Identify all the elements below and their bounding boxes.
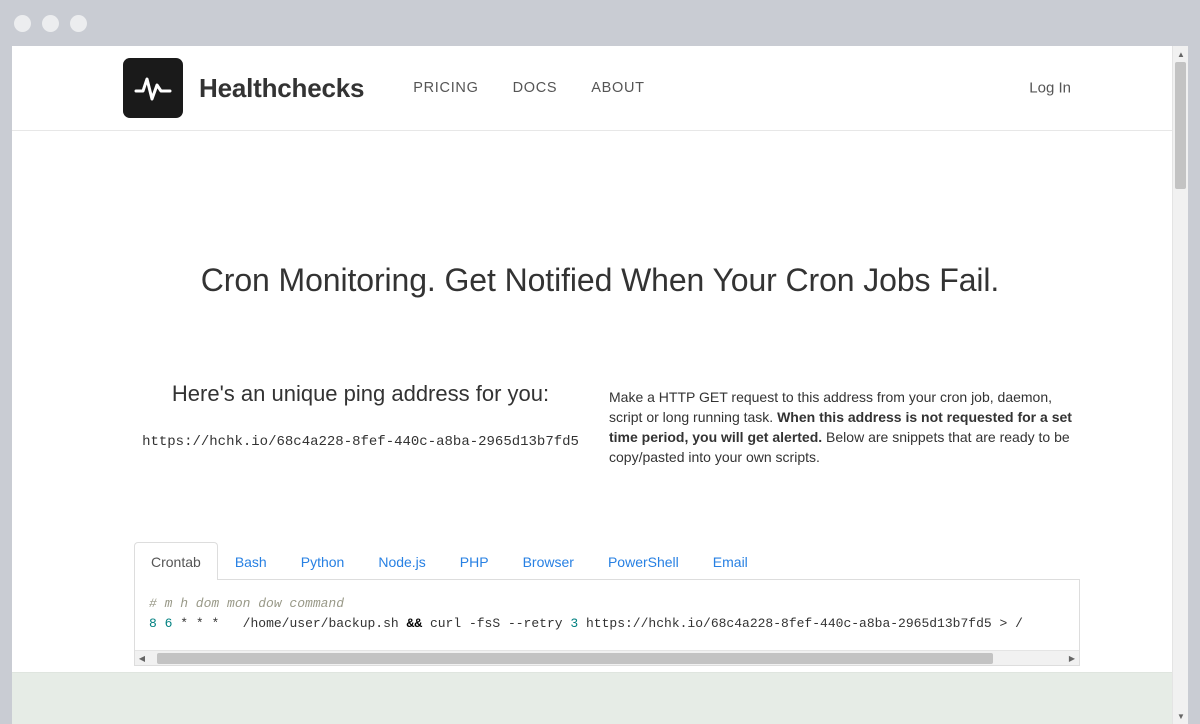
ping-description xyxy=(609,381,1080,467)
tab-python[interactable]: Python xyxy=(300,554,345,570)
ping-description-pre: Make a HTTP GET request to this address from your cron job, daemon, script or long running task. xyxy=(609,389,1053,425)
heartbeat-logo-icon xyxy=(123,58,183,118)
code-panel xyxy=(134,580,1080,666)
brand[interactable] xyxy=(123,58,364,118)
site-header xyxy=(12,46,1188,131)
code-command-line[interactable] xyxy=(135,614,1079,634)
tab-bash[interactable]: Bash xyxy=(234,554,267,570)
page-content xyxy=(12,131,1188,666)
main-nav xyxy=(396,70,661,106)
login-link[interactable]: Log In xyxy=(1029,79,1071,97)
scroll-up-arrow-icon[interactable]: ▲ xyxy=(1177,49,1185,59)
code-retry-count: 3 xyxy=(570,616,579,631)
code-command-b: curl -fsS --retry xyxy=(429,616,563,631)
code-comment-line: # m h dom mon dow command xyxy=(149,596,345,611)
tab-powershell[interactable]: PowerShell xyxy=(607,554,679,570)
code-operator: && xyxy=(406,616,423,631)
scroll-down-arrow-icon[interactable]: ▼ xyxy=(1177,711,1185,721)
nav-about[interactable]: ABOUT xyxy=(591,80,645,96)
ping-description-bold: When this address is not requested for a set time period, you will get alerted. xyxy=(609,409,1072,445)
tab-php[interactable]: PHP xyxy=(459,554,489,570)
nav-pricing[interactable]: PRICING xyxy=(413,80,479,96)
ping-heading: Here's an unique ping address for you: xyxy=(171,381,550,406)
footer-band xyxy=(12,672,1188,724)
tab-nodejs[interactable]: Node.js xyxy=(378,554,426,570)
code-command-c: https://hchk.io/68c4a228-8fef-440c-a8ba-2965d13b7fd5 > / xyxy=(586,616,1023,631)
tab-email[interactable]: Email xyxy=(712,554,748,570)
window-titlebar xyxy=(0,0,1200,46)
code-scroll-thumb[interactable] xyxy=(157,653,993,664)
tab-crontab[interactable]: Crontab xyxy=(134,542,218,580)
window-minimize-button[interactable] xyxy=(42,15,59,32)
page-scroll-thumb[interactable] xyxy=(1175,62,1186,189)
page-title: Cron Monitoring. Get Notified When Your Cron Jobs Fail. xyxy=(200,262,1000,298)
ping-url[interactable]: https://hchk.io/68c4a228-8fef-440c-a8ba-2965d13b7fd5 xyxy=(142,434,579,450)
snippet-tabs xyxy=(134,542,1080,580)
code-horizontal-scrollbar[interactable] xyxy=(135,650,1079,665)
code-hour: 6 xyxy=(164,616,173,631)
tab-browser[interactable]: Browser xyxy=(522,554,574,570)
nav-docs[interactable]: DOCS xyxy=(512,80,558,96)
ping-description-post: Below are snippets that are ready to be copy/pasted into your own scripts. xyxy=(609,429,1070,465)
code-fields: * * * xyxy=(180,616,220,631)
brand-name: Healthchecks xyxy=(199,72,365,103)
page-viewport xyxy=(12,46,1188,724)
scroll-right-arrow-icon[interactable]: ▶ xyxy=(1065,651,1079,666)
window-zoom-button[interactable] xyxy=(70,15,87,32)
scroll-left-arrow-icon[interactable]: ◀ xyxy=(135,651,149,666)
page-vertical-scrollbar[interactable] xyxy=(1172,46,1188,724)
code-minute: 8 xyxy=(149,616,157,631)
window-close-button[interactable] xyxy=(14,15,31,32)
code-command-a: /home/user/backup.sh xyxy=(242,616,399,631)
ping-address-column xyxy=(122,381,609,467)
snippets-section xyxy=(134,542,1080,666)
ping-section xyxy=(12,381,1188,467)
code-scroll-track[interactable] xyxy=(149,651,1065,666)
